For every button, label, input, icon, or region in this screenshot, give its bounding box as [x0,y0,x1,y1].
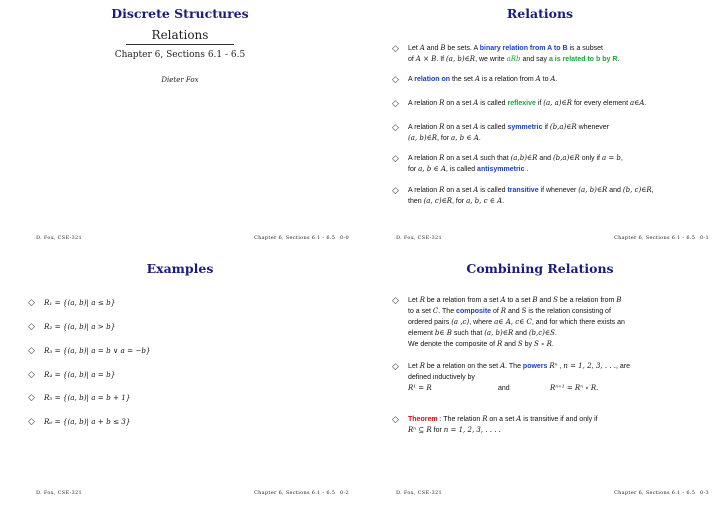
text-line: defined inductively by [408,374,475,381]
footer-page: 0-0 [340,235,349,241]
diamond-bullet-icon: ◇ [392,153,399,163]
text-line: A relation R on a set A such that (a,b)∈R and (b,a)∈R only if a = b, [408,154,623,162]
text-line: We denote the composite of R and S by S ∘ R. [408,340,554,348]
footer-page: 0-2 [340,490,349,496]
diamond-bullet-icon: ◇ [392,122,399,132]
text-line: Theorem : The relation R on a set A is transitive if and only if [408,415,598,423]
footer-page: 0-1 [700,235,709,241]
author: Dieter Fox [161,76,199,84]
footer-page: 0-3 [700,490,709,496]
slide-subtitle: Relations [151,28,209,42]
bullet-antisymmetric [394,153,704,175]
diamond-bullet-icon: ◇ [392,414,399,424]
chapter-line: Chapter 6, Sections 6.1 - 6.5 [114,50,246,60]
slide-examples [0,255,360,509]
bullet-composite [394,295,704,350]
text-line: A relation on the set A is a relation from A to A. [408,75,558,83]
example-item: ◇ R₆ = {(a, b)| a + b ≤ 3} [28,416,131,426]
bullet-powers [394,361,704,394]
diamond-bullet-icon: ◇ [28,392,35,402]
footer-center: Chapter 6, Sections 6.1 - 6.5 [254,235,336,241]
slide-relations [360,0,720,254]
text-line: for a, b ∈ A, is called antisymmetric . [408,165,529,173]
diamond-bullet-icon: ◇ [392,361,399,371]
text-line: (a, b)∈R, for a, b ∈ A. [408,134,481,142]
diamond-bullet-icon: ◇ [28,345,35,355]
footer-center: Chapter 6, Sections 6.1 - 6.5 [254,490,336,496]
text-line: then (a, c)∈R, for a, b, c ∈ A. [408,197,505,205]
diamond-bullet-icon: ◇ [392,98,399,108]
example-item: ◇ R₄ = {(a, b)| a = b} [28,369,116,379]
bullet-symmetric [394,122,704,144]
diamond-bullet-icon: ◇ [392,43,399,53]
diamond-bullet-icon: ◇ [28,297,35,307]
footer-center: Chapter 6, Sections 6.1 - 6.5 [614,235,696,241]
footer-left: D. Fox, CSE-321 [36,235,82,241]
text-line: A relation R on a set A is called reflexive if (a, a)∈R for every element a∈A. [408,99,647,107]
text-line: Let R be a relation on the set A. The powers Rⁿ , n = 1, 2, 3, . . ., are [408,362,631,370]
text-line: Let R be a relation from a set A to a set B and S be a relation from B [408,296,622,304]
text-line: of A × B. If (a, b)∈R, we write aRb and say a is related to b by R. [408,55,620,63]
diamond-bullet-icon: ◇ [28,369,35,379]
text-line: A relation R on a set A is called transitive if whenever (a, b)∈R and (b, c)∈R, [408,186,654,194]
divider [126,44,234,45]
diamond-bullet-icon: ◇ [28,416,35,426]
slide-title: Relations [506,6,574,21]
text-line: element b∈ B such that (a, b)∈R and (b,c)∈S. [408,329,557,337]
slide-title: Discrete Structures [111,6,249,21]
text-line: Let A and B be sets. A binary relation from A to B is a subset [408,44,603,52]
example-item: ◇ R₁ = {(a, b)| a ≤ b} [28,297,116,307]
bullet-relation-on [394,74,704,85]
text-line: to a set C. The composite of R and S is the relation consisting of [408,307,611,315]
slide-combining-relations [360,255,720,509]
diamond-bullet-icon: ◇ [28,321,35,331]
text-line: ordered pairs (a ,c), where a∈ A, c∈ C, and for which there exists an [408,318,625,326]
slide-title: Combining Relations [466,261,614,276]
diamond-bullet-icon: ◇ [392,185,399,195]
footer-left: D. Fox, CSE-321 [396,490,442,496]
footer-left: D. Fox, CSE-321 [396,235,442,241]
slide-cover [0,0,360,254]
example-item: ◇ R₅ = {(a, b)| a = b + 1} [28,392,131,402]
text-line: R¹ = R and Rⁿ⁺¹ = Rⁿ ∘ R. [408,384,599,392]
bullet-reflexive [394,98,704,109]
slide-title: Examples [146,261,214,276]
text-line: A relation R on a set A is called symmetric if (b,a)∈R whenever [408,123,609,131]
footer-center: Chapter 6, Sections 6.1 - 6.5 [614,490,696,496]
text-line: Rⁿ ⊆ R for n = 1, 2, 3, . . . . [408,426,501,434]
bullet-transitive [394,185,704,207]
example-item: ◇ R₃ = {(a, b)| a = b ∨ a = −b} [28,345,151,355]
footer-left: D. Fox, CSE-321 [36,490,82,496]
bullet-binary-relation [394,43,704,65]
diamond-bullet-icon: ◇ [392,295,399,305]
diamond-bullet-icon: ◇ [392,74,399,84]
example-item: ◇ R₂ = {(a, b)| a > b} [28,321,116,331]
bullet-theorem [394,414,704,436]
